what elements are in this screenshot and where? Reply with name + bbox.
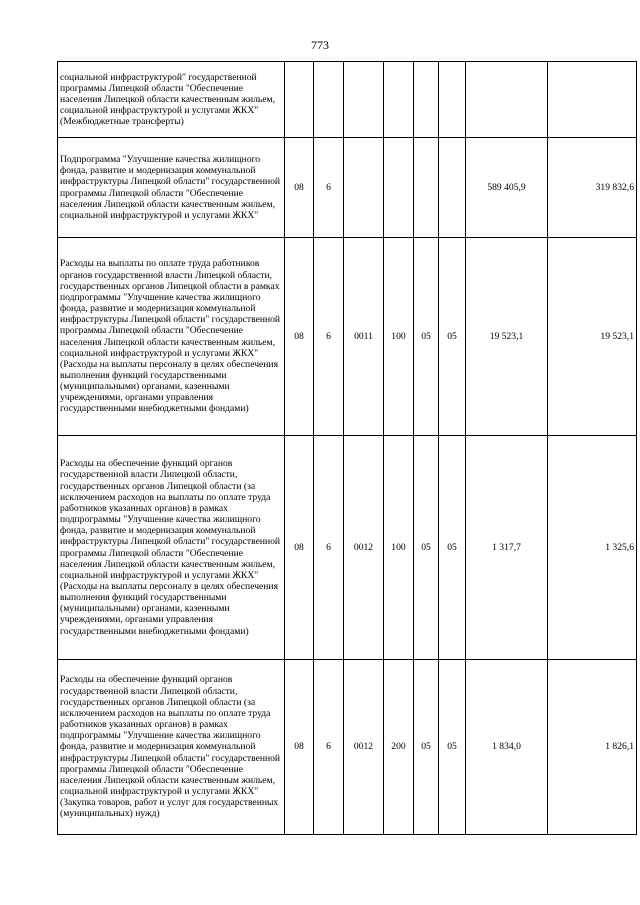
subsection-code <box>439 138 466 238</box>
amount-year-2: 19 523,1 <box>548 238 637 436</box>
section-code <box>414 138 439 238</box>
table-row <box>58 62 637 138</box>
expense-type-code: 200 <box>384 660 414 835</box>
program-code: 0012 <box>344 660 384 835</box>
amount-year-1: 589 405,9 <box>466 138 548 238</box>
budget-table <box>57 61 637 835</box>
section-code <box>414 62 439 138</box>
amount-year-2: 319 832,6 <box>548 138 637 238</box>
expense-type-code <box>384 138 414 238</box>
ved-code: 08 <box>285 238 314 436</box>
expense-type-code: 100 <box>384 238 414 436</box>
amount-year-1: 1 834,0 <box>466 660 548 835</box>
amount-year-2 <box>548 62 637 138</box>
table-row <box>58 436 637 660</box>
amount-year-2: 1 325,6 <box>548 436 637 660</box>
section-code: 05 <box>414 238 439 436</box>
subsection-code: 05 <box>439 660 466 835</box>
section-code: 05 <box>414 436 439 660</box>
row-description: Расходы на обеспечение функций органов государственной власти Липецкой области, государственных органов Липецкой области (за исключением расходов на выплаты по оплате труда работников указанных органов) в рамках подпрограммы "Улучшение качества жилищного фонда, развитие и модернизация коммунальной инфраструктуры Липецкой области" государственной программы Липецкой области "Обеспечение населения Липецкой области качественным жильем, социальной инфраструктурой и услугами ЖКХ" (Расходы на выплаты персоналу в целях обеспечения выполнения функций государственными (муниципальными) органами, казенными учреждениями, органами управления государственными внебюджетными фондами) <box>58 436 285 660</box>
amount-year-1 <box>466 62 548 138</box>
program-code: 0011 <box>344 238 384 436</box>
expense-type-code: 100 <box>384 436 414 660</box>
ved-code: 08 <box>285 436 314 660</box>
amount-year-1: 1 317,7 <box>466 436 548 660</box>
program-code <box>344 138 384 238</box>
subsection-code: 05 <box>439 436 466 660</box>
row-description: Подпрограмма "Улучшение качества жилищного фонда, развитие и модернизация коммунальной инфраструктуры Липецкой области" государственной программы Липецкой области "Обеспечение населения Липецкой области качественным жильем, социальной инфраструктурой и услугами ЖКХ" <box>58 138 285 238</box>
program-code <box>344 62 384 138</box>
ved-code: 08 <box>285 138 314 238</box>
razdel-code <box>314 62 344 138</box>
amount-year-2: 1 826,1 <box>548 660 637 835</box>
razdel-code: 6 <box>314 436 344 660</box>
expense-type-code <box>384 62 414 138</box>
razdel-code: 6 <box>314 138 344 238</box>
row-description: Расходы на обеспечение функций органов государственной власти Липецкой области, государственных органов Липецкой области (за исключением расходов на выплаты по оплате труда работников указанных органов) в рамках подпрограммы "Улучшение качества жилищного фонда, развитие и модернизация коммунальной инфраструктуры Липецкой области" государственной программы Липецкой области "Обеспечение населения Липецкой области качественным жильем, социальной инфраструктурой и услугами ЖКХ" (Закупка товаров, работ и услуг для государственных (муниципальных) нужд) <box>58 660 285 835</box>
subsection-code: 05 <box>439 238 466 436</box>
ved-code: 08 <box>285 660 314 835</box>
table-row <box>58 238 637 436</box>
program-code: 0012 <box>344 436 384 660</box>
amount-year-1: 19 523,1 <box>466 238 548 436</box>
razdel-code: 6 <box>314 660 344 835</box>
row-description: социальной инфраструктурой" государственной программы Липецкой области "Обеспечение населения Липецкой области качественным жильем, социальной инфраструктурой и услугами ЖКХ" (Межбюджетные трансферты) <box>58 62 285 138</box>
page-number: 773 <box>311 38 329 52</box>
subsection-code <box>439 62 466 138</box>
table-row <box>58 660 637 835</box>
row-description: Расходы на выплаты по оплате труда работников органов государственной власти Липецкой области, государственных органов Липецкой области в рамках подпрограммы "Улучшение качества жилищного фонда, развитие и модернизация коммунальной инфраструктуры Липецкой области" государственной программы Липецкой области "Обеспечение населения Липецкой области качественным жильем, социальной инфраструктурой и услугами ЖКХ" (Расходы на выплаты персоналу в целях обеспечения выполнения функций государственными (муниципальными) органами, казенными учреждениями, органами управления государственными внебюджетными фондами) <box>58 238 285 436</box>
section-code: 05 <box>414 660 439 835</box>
table-row <box>58 138 637 238</box>
razdel-code: 6 <box>314 238 344 436</box>
ved-code <box>285 62 314 138</box>
